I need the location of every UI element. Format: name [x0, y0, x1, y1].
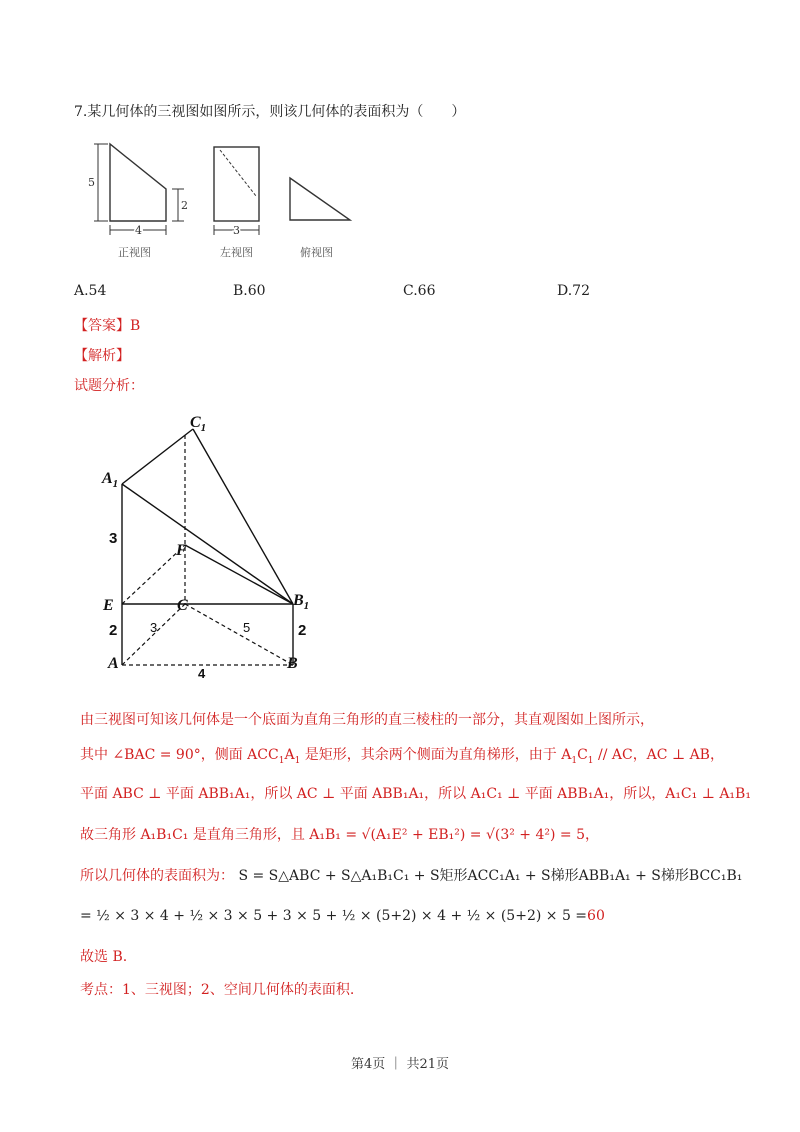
left-dim-bottom: 3 — [233, 224, 240, 237]
left-caption: 左视图 — [220, 246, 253, 259]
solution-line-7: 故选 B. — [80, 949, 128, 965]
edge-label-ab: 4 — [198, 666, 206, 681]
three-views-figure — [88, 138, 368, 268]
edge-label-a1e: 3 — [109, 530, 118, 547]
analysis-tag: 【解析】 — [74, 348, 130, 364]
solution-line-5: 所以几何体的表面积为： S = S△ABC + S△A₁B₁C₁ + S矩形ACC₁A₁ + S梯形ABB₁A₁ + S梯形BCC₁B₁ — [80, 868, 743, 884]
analysis-subtitle: 试题分析： — [74, 378, 144, 394]
top-caption: 俯视图 — [300, 246, 333, 259]
solid-figure — [95, 405, 335, 685]
point-a: A — [108, 655, 119, 672]
front-dim-right: 2 — [181, 199, 188, 212]
front-view — [94, 144, 184, 235]
point-c: C — [177, 597, 188, 614]
edge-label-b1b: 2 — [298, 622, 307, 639]
answer-tag: 【答案】 — [74, 318, 130, 334]
choice-a[interactable]: A.54 — [74, 283, 107, 299]
solution-line-2: 其中 ∠BAC = 90°，侧面 $ACC_1A_1$ 是矩形，其余两个侧面为直角梯形，由于 $A_1C_1$ // AC，AC ⊥ AB， — [80, 747, 724, 766]
front-caption: 正视图 — [118, 246, 151, 259]
front-dim-height: 5 — [88, 176, 95, 189]
point-e: E — [103, 597, 114, 614]
front-dim-bottom: 4 — [135, 224, 142, 237]
choice-c[interactable]: C.66 — [403, 283, 436, 299]
top-view — [290, 178, 350, 220]
edge-label-ea: 2 — [109, 622, 118, 639]
edge-label-cb: 5 — [243, 620, 251, 635]
point-b1: $B_1$ — [293, 592, 310, 612]
answer-value: B — [130, 318, 141, 334]
solution-line-6: = ½ × 3 × 4 + ½ × 3 × 5 + 3 × 5 + ½ × (5+2) × 4 + ½ × (5+2) × 5 =60 — [80, 908, 605, 924]
edge-label-ac: 3 — [150, 620, 158, 635]
left-view — [214, 147, 259, 235]
choice-b[interactable]: B.60 — [233, 283, 266, 299]
solution-line-3: 平面 ABC ⊥ 平面 ABB₁A₁，所以 AC ⊥ 平面 ABB₁A₁，所以 A₁C₁ ⊥ 平面 ABB₁A₁，所以，A₁C₁ ⊥ A₁B₁ — [80, 786, 751, 802]
solution-line-4: 故三角形 A₁B₁C₁ 是直角三角形，且 A₁B₁ = √(A₁E² + EB₁²) = √(3² + 4²) = 5， — [80, 827, 599, 843]
point-f: F — [176, 542, 187, 559]
answer-line — [74, 315, 140, 335]
point-a1: $A_1$ — [102, 470, 119, 490]
choice-d[interactable]: D.72 — [557, 283, 590, 299]
solution-line-1: 由三视图可知该几何体是一个底面为直角三角形的直三棱柱的一部分，其直观图如上图所示， — [80, 712, 654, 728]
question-text: 7.某几何体的三视图如图所示，则该几何体的表面积为（ ） — [74, 104, 466, 120]
point-c1: $C_1$ — [190, 414, 207, 434]
page-footer: 第4页 ｜ 共21页 — [350, 1057, 450, 1072]
solution-line-8: 考点：1、三视图；2、空间几何体的表面积. — [80, 982, 355, 998]
point-b: B — [287, 655, 298, 672]
